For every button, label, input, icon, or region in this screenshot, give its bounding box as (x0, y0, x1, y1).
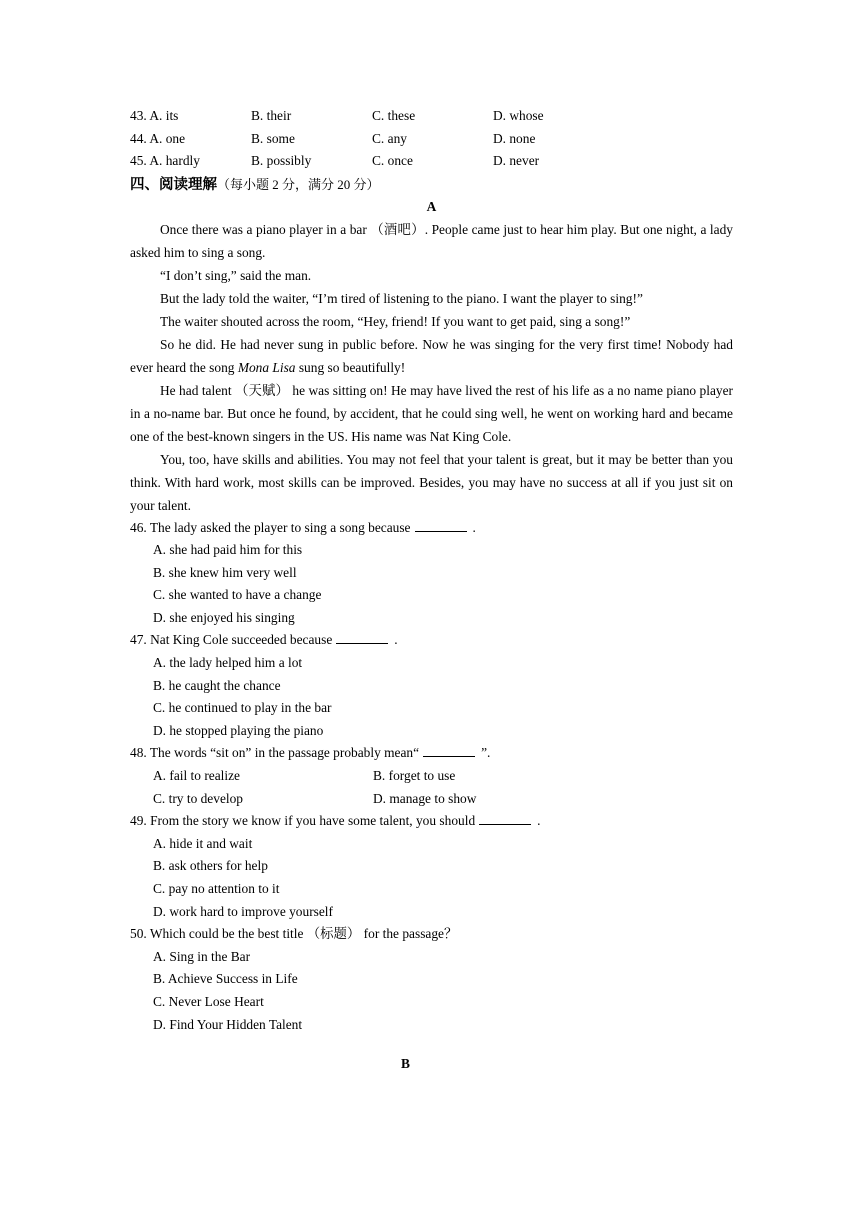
answer-blank (479, 812, 531, 825)
option: B. Achieve Success in Life (153, 971, 298, 987)
option: C. pay no attention to it (153, 881, 280, 896)
option: A. the lady helped him a lot (153, 655, 303, 671)
option-a: 43. A. its (130, 108, 179, 123)
option-a: 45. A. hardly (130, 153, 200, 168)
song-title: Mona Lisa (237, 359, 296, 375)
option-d: D. none (493, 130, 536, 146)
option-b: B. some (251, 130, 295, 146)
passage-paragraph: You, too, have skills and abilities. You may not feel that your talent is great, but it may be better than you think. With hard work, most skills can be improved. Besides, you may have no success at all if you just sit on your talent. (130, 451, 733, 513)
passage-a-title: A (426, 198, 437, 214)
option: A. fail to realize (153, 768, 240, 784)
option: C. Never Lose Heart (153, 993, 264, 1009)
question-46: 46. The lady asked the player to sing a song because . (130, 519, 476, 535)
option: A. she had paid him for this (153, 542, 303, 558)
option-b: B. their (251, 108, 292, 123)
question-50: 50. Which could be the best title （标题） for the passage？ (130, 926, 458, 942)
option: B. he caught the chance (153, 677, 281, 693)
option-c: C. once (372, 153, 413, 168)
option: C. she wanted to have a change (153, 587, 322, 603)
passage-paragraph: But the lady told the waiter, “I’m tired of listening to the piano. I want the player to sing!” (160, 290, 643, 306)
option-c: C. these (372, 108, 416, 123)
option-c: C. any (372, 130, 407, 146)
option-b: B. possibly (251, 153, 312, 168)
option-row (130, 788, 733, 811)
cloze-option-row-43 (130, 105, 733, 128)
option-d: D. whose (493, 108, 544, 123)
option: A. hide it and wait (153, 835, 253, 851)
passage-paragraph: “I don’t sing,” said the man. (160, 267, 312, 283)
option: D. work hard to improve yourself (153, 903, 333, 919)
section-note: （每小题 2 分，满分 20 分） (217, 176, 380, 192)
cloze-option-row-45 (130, 150, 733, 173)
answer-blank (415, 519, 467, 532)
option: D. she enjoyed his singing (153, 609, 295, 625)
section-title: 四、阅读理解 (130, 176, 217, 193)
option: B. ask others for help (153, 858, 268, 874)
option-d: D. never (493, 153, 540, 168)
answer-blank (336, 631, 388, 644)
question-48: 48. The words “sit on” in the passage probably mean“ ”. (130, 745, 491, 761)
option: C. try to develop (153, 790, 244, 806)
option: C. he continued to play in the bar (153, 700, 332, 716)
passage-paragraph: Once there was a piano player in a bar （酒吧）. People came just to hear him play. But one night, a lady asked him to sing a song. (130, 221, 733, 260)
section-heading (130, 173, 733, 196)
option: D. he stopped playing the piano (153, 722, 324, 738)
passage-paragraph: The waiter shouted across the room, “Hey, friend! If you want to get paid, sing a song!” (160, 313, 631, 329)
passage-paragraph: So he did. He had never sung in public before. Now he was singing for the very first time! Nobody had ever heard the song Mona Lisa sung so beautifully! (130, 336, 733, 375)
option: B. she knew him very well (153, 564, 297, 580)
option: B. forget to use (373, 768, 456, 784)
option: D. manage to show (373, 790, 477, 806)
passage-paragraph: He had talent （天赋） he was sitting on! He may have lived the rest of his life as a no name piano player in a no-name bar. But once he found, by accident, that he could sing well, he went on working hard and became one of the best-known singers in the US. His name was Nat King Cole. (130, 382, 733, 444)
answer-blank (423, 744, 475, 757)
question-47: 47. Nat King Cole succeeded because . (130, 632, 398, 648)
question-49: 49. From the story we know if you have some talent, you should . (130, 813, 541, 829)
exam-page (130, 105, 733, 1036)
cloze-option-row-44 (130, 128, 733, 151)
option: A. Sing in the Bar (153, 948, 251, 964)
option-a: 44. A. one (130, 130, 186, 146)
passage-b-title: B (401, 1056, 410, 1071)
option-row (130, 765, 733, 788)
option: D. Find Your Hidden Talent (153, 1016, 303, 1032)
